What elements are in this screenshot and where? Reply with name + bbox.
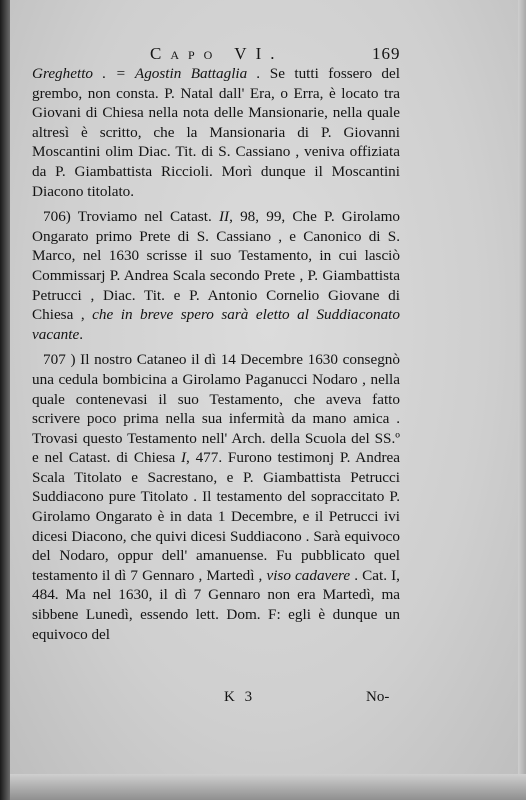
signature-mark: K 3: [224, 689, 256, 705]
page-edge: [518, 0, 526, 800]
paragraph-note-706: [32, 207, 400, 344]
text-run: 707 ) Il nostro Cataneo il dì 14 Decembre 1630 consegnò una cedula bombicina a Girolamo Paganucci Nodaro , nella quale contenevasi il suo Testamento, che aveva fatto scrivere poco prima nella sua infermità da mano amica . Trovasi questo Testamento nell' Arch. della Scuola del SS.º e nel Catast. di Chiesa: [32, 351, 400, 467]
page-footer: [10, 689, 526, 709]
body-text: [32, 64, 400, 644]
italic-text-run: che in breve spero sarà eletto al Suddiaconato vacante: [32, 306, 400, 343]
text-run: , 98, 99, Che P. Girolamo Ongarato primo Prete di S. Cassiano , e Canonico di S. Marco, nel 1630 scrisse il suo Testamento, in cui lasciò Commissarj P. Andrea Scala secondo Prete , P. Giambattista Petrucci , Diac. Tit. e P. Antonio Cornelio Giovane di Chiesa ,: [32, 208, 401, 324]
italic-text-run: Greghetto . = Agostin Battaglia .: [32, 65, 261, 82]
book-gutter-shadow: [0, 0, 10, 800]
italic-text-run: I: [180, 449, 187, 467]
text-run: . Cat. I, 484. Ma nel 1630, il dì 7 Gennaro non era Martedì, ma sibbene Lunedì, essendo lett. Dom. F: egli è dunque un equivoco del: [32, 566, 400, 643]
page-number: 169: [372, 44, 401, 63]
running-head: Capo VI.: [150, 44, 284, 63]
paragraph-continuation: [32, 64, 400, 201]
text-run: , 477. Furono testimonj P. Andrea Scala Titolato e Sacrestano, e P. Giambattista Petrucci Suddiacono pure Titolato . Il testamento del sopraccitato P. Girolamo Ongarato è in data 1 Decembre, e il Petrucci ivi dicesi Diacono, che quivi dicesi Suddiacono . Sarà equivoco del Nodaro, oppur dell' amanuense. Fu pubblicato quel testamento il dì 7 Gennaro , Martedì ,: [32, 449, 400, 584]
page-header: [10, 44, 526, 66]
page-bottom-shadow: [10, 774, 526, 800]
italic-text-run: II: [218, 208, 230, 226]
paragraph-note-707: [32, 350, 400, 644]
italic-text-run: viso cadavere: [266, 566, 351, 584]
catchword: No-: [366, 689, 390, 705]
text-run: .: [79, 325, 84, 343]
text-run: Se tutti fossero del grembo, non consta. P. Natal dall' Era, o Erra, è locato tra Giovani di Chiesa nella nota delle Mansionarie, nella quale altresì è scritto, che la Mansionaria di P. Giovanni Moscantini olim Diac. Tit. di S. Cassiano , veniva offiziata da P. Giambattista Riccioli. Morì dunque il Moscantini Diacono titolato.: [32, 65, 400, 200]
text-run: 706) Troviamo nel Catast.: [43, 208, 219, 226]
book-page: [10, 0, 526, 800]
